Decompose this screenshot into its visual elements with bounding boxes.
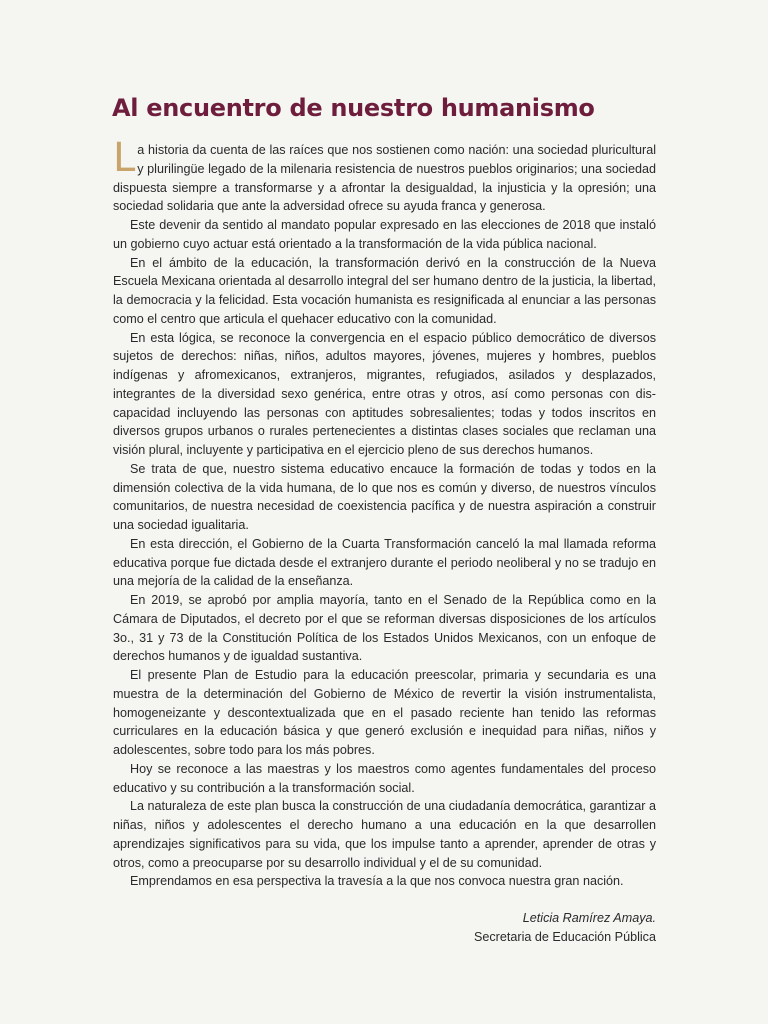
paragraph-6: En esta dirección, el Gobierno de la Cuarta Transformación canceló la mal llamada reforma educativa porque fue dictada desde el extranjero durante el periodo neoliberal y no se tradujo en una mejoría de la calidad de la enseñanza. <box>113 536 656 589</box>
paragraph-1-text: a historia da cuenta de las raíces que nos sostienen como nación: una sociedad pluricultural y plurilingüe legado de la milenaria resistencia de nuestros pueblos originarios; una sociedad dispuesta siempre a transformarse y a afrontar la desigualdad, la injusticia y la opresión; una sociedad solidaria que ante la adversidad ofrece su ayuda franca y generosa. <box>113 143 656 214</box>
drop-cap: L <box>113 135 136 181</box>
paragraph-7: En 2019, se aprobó por amplia mayoría, tanto en el Senado de la República como en la Cámara de Diputados, el decreto por el que se reforman diversas disposiciones de los artículos 3o., 31 y 73 de la Constitución Política de los Estados Unidos Mexicanos, con un enfoque de derechos humanos y de igualdad sustantiva. <box>113 593 656 664</box>
paragraph-8: El presente Plan de Estudio para la educación preescolar, primaria y secundaria es una muestra de la determinación del Gobierno de México de revertir la visión instrumentalista, homogeneizante y descontextualizada que en el pasado reciente han tenido las reformas curriculares en la educación básica y que generó exclusión e inequidad para niñas, niños y adolescentes, sobre todo para los más pobres. <box>113 668 656 757</box>
paragraph-9: Hoy se reconoce a las maestras y los maestros como agentes fundamentales del proceso educativo y su contribución a la transformación social. <box>113 761 656 795</box>
signature-block <box>474 909 656 947</box>
paragraph-4: En esta lógica, se reconoce la convergencia en el espacio público democrático de diversos sujetos de derechos: niñas, niños, adultos mayores, jóvenes, mujeres y hombres, pueblos indígenas y afromexicanos, extranjeros, migrantes, refugiados, asilados y desplazados, integrantes de la diversidad sexo genérica, entre otras y otros, así como personas con discapacidad incluyendo las personas con aptitudes sobresalientes; todas y todos inscritos en diversos grupos urbanos o rurales pertenecientes a distintas clases sociales que reclaman una visión plural, incluyente y participativa en el ejercicio pleno de sus derechos humanos. <box>113 330 656 457</box>
paragraph-11: Emprendamos en esa perspectiva la travesía a la que nos convoca nuestra gran nación. <box>130 874 624 889</box>
paragraph-1 <box>113 135 656 216</box>
page-title: Al encuentro de nuestro humanismo <box>112 94 595 122</box>
body-text <box>113 135 656 891</box>
paragraph-5: Se trata de que, nuestro sistema educativo encauce la formación de todas y todos en la dimensión colectiva de la vida humana, de lo que nos es común y diverso, de nuestros vínculos comunitarios, de nuestra necesidad de coexistencia pacífica y de nuestra aspiración a construir una sociedad igualitaria. <box>113 461 656 532</box>
paragraph-10: La naturaleza de este plan busca la construcción de una ciudadanía democrática, garantizar a niñas, niños y adolescentes el derecho humano a una educación en la que desarrollen aprendizajes significativos para su vida, que los impulse tanto a aprender, aprender de otras y otros, como a preocuparse por su desarrollo individual y el de su comunidad. <box>113 799 656 870</box>
paragraph-3: En el ámbito de la educación, la transformación derivó en la construcción de la Nueva Escuela Mexicana orientada al desarrollo integral del ser humano dentro de la justicia, la libertad, la democracia y la felicidad. Esta vocación humanista es resignificada al enunciar a las personas como el centro que articula el quehacer educativo con la comunidad. <box>113 255 656 326</box>
signatory-role: Secretaria de Educación Pública <box>473 930 656 944</box>
signatory-name: Leticia Ramírez Amaya. <box>522 911 656 925</box>
paragraph-2: Este devenir da sentido al mandato popular expresado en las elecciones de 2018 que instaló un gobierno cuyo actuar está orientado a la transformación de la vida pública nacional. <box>113 218 656 251</box>
